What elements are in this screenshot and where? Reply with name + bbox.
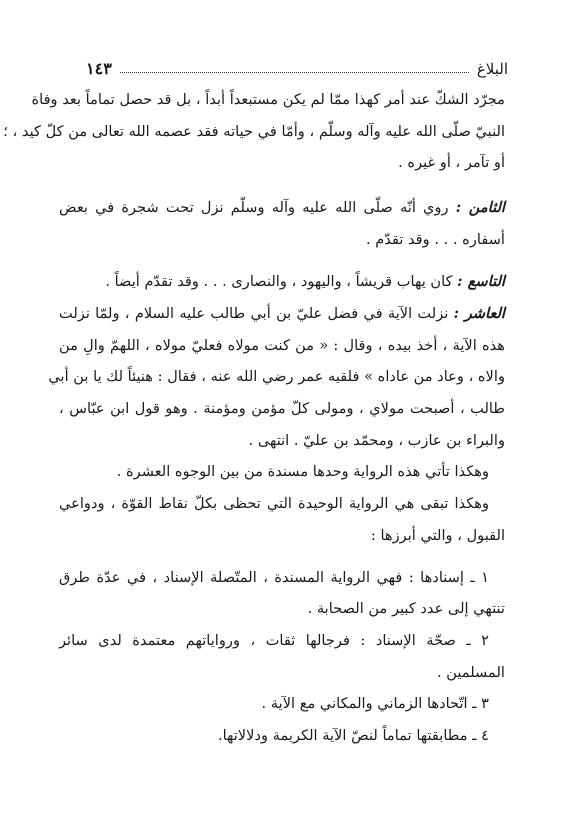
text-line — [59, 462, 489, 482]
line-text: كان يهاب قريشاً ، واليهود ، والنصارى . . . وقد تقدّم أيضاً . — [105, 273, 458, 290]
line-text: وهكذا تأتي هذه الرواية وحدها مسندة من بين الوجوه العشرة . — [116, 463, 489, 480]
line-text: طالب ، أصبحت مولاي ، ومولى كلّ مؤمن ومؤمنة . وهو قول ابن عبّاس ، — [59, 400, 505, 417]
text-line — [59, 526, 505, 546]
line-text: أو تآمر ، أو غيره . — [398, 154, 505, 171]
line-text: هذه الآية ، أخذ بيده ، وقال : « من كنت مولاه فعليّ مولاه ، اللهمّ والِ من — [59, 337, 505, 354]
line-text: أسفاره . . . وقد تقدّم . — [365, 231, 505, 248]
text-line — [59, 431, 505, 451]
text-line — [59, 568, 489, 588]
text-line — [48, 367, 505, 387]
line-text: ١ ـ إسنادها : فهي الرواية المسندة ، المتّصلة الإسناد ، في عدّة طرق — [59, 569, 489, 586]
line-text: والاه ، وعاد من عاداه » فلقيه عمر رضي الله عنه ، فقال : هنيئاً لك يا بن أبي — [48, 368, 505, 385]
line-text: ٢ ـ صحّة الإسناد : فرجالها ثقات ، ورواياتهم معتمدة لدى سائر — [59, 632, 489, 649]
header-leader-dots — [120, 71, 469, 73]
text-line — [59, 726, 489, 746]
line-text: القبول ، والتي أبرزها : — [370, 527, 505, 544]
line-text: والبراء بن عازب ، ومحمّد بن عليّ . انتهى . — [248, 432, 505, 449]
text-line — [59, 230, 505, 250]
line-text: نزلت الآية في فضل عليّ بن أبي طالب عليه السلام ، ولمّا نزلت — [59, 305, 454, 322]
text-line — [59, 631, 489, 651]
item-lead-label: العاشر : — [453, 305, 505, 322]
text-line — [31, 90, 505, 110]
text-line — [59, 399, 505, 419]
text-line — [59, 494, 489, 514]
text-line — [59, 198, 505, 218]
item-lead-label: التاسع : — [457, 273, 505, 290]
text-line — [59, 336, 505, 356]
line-text: المسلمين . — [436, 664, 505, 681]
text-line — [59, 663, 505, 683]
line-text: وهكذا تبقى هي الرواية الوحيدة التي تحظى بكلّ نقاط القوّة ، ودواعي — [59, 495, 489, 512]
line-text: تنتهي إلى عدد كبير من الصحابة . — [307, 600, 505, 617]
line-text: روي أنّه صلّى الله عليه وآله وسلّم نزل تحت شجرة في بعض — [59, 199, 456, 216]
text-line — [59, 599, 505, 619]
line-text: ٤ ـ مطابقتها تماماً لنصّ الآية الكريمة ودلالاتها. — [217, 727, 489, 744]
text-line — [59, 304, 505, 324]
page-number: ١٤٣ — [86, 59, 112, 78]
running-header — [86, 56, 508, 78]
line-text: النبيّ صلّى الله عليه وآله وسلّم ، وأمّا في حياته فقد عصمه الله تعالى من كلّ كيد ، ؛ — [3, 123, 505, 140]
item-lead-label: الثامن : — [455, 199, 505, 216]
line-text: مجرّد الشكّ عند أمر كهذا ممّا لم يكن مستبعداً أبداً ، بل قد حصل تماماً بعد وفاة — [31, 91, 505, 108]
running-title: البلاغ — [476, 60, 508, 78]
text-line — [59, 153, 505, 173]
text-line — [59, 272, 505, 292]
text-line — [59, 694, 489, 714]
text-line — [3, 122, 505, 142]
line-text: ٣ ـ اتّحادها الزماني والمكاني مع الآية . — [261, 695, 489, 712]
